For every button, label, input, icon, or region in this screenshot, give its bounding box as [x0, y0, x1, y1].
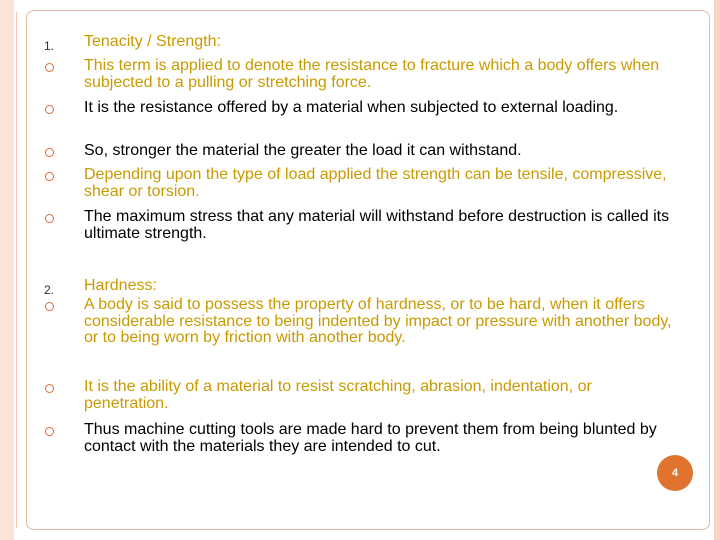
point-text: Thus machine cutting tools are made hard to prevent them from being blunted by contact with the materials they are intended to cut.: [84, 421, 657, 455]
bullet-icon: [45, 105, 54, 114]
left-decor-bar: [0, 0, 14, 540]
page-number-badge: 4: [657, 455, 693, 491]
point-text: Depending upon the type of load applied the strength can be tensile, compressive, shear or torsion.: [84, 166, 667, 200]
section-number: 1.: [44, 39, 55, 53]
bullet-icon: [45, 302, 54, 311]
left-decor-line: [16, 12, 17, 528]
right-decor-bar: [714, 0, 720, 540]
bullet-icon: [45, 427, 54, 436]
bullet-icon: [45, 63, 54, 72]
point-text: It is the ability of a material to resist scratching, abrasion, indentation, or penetration.: [84, 378, 592, 412]
bullet-icon: [45, 172, 54, 181]
point-text: So, stronger the material the greater the load it can withstand.: [84, 142, 522, 159]
section-title: Tenacity / Strength:: [84, 33, 221, 50]
point-text: It is the resistance offered by a material when subjected to external loading.: [84, 99, 619, 116]
point-text: This term is applied to denote the resistance to fracture which a body offers when subjected to a pulling or stretching force.: [84, 57, 660, 91]
point-text: The maximum stress that any material will withstand before destruction is called its ultimate strength.: [84, 208, 670, 242]
point-text: A body is said to possess the property of hardness, or to be hard, when it offers considerable resistance to being indented by impact or pressure with another body, or to being worn by friction with another body.: [84, 296, 672, 346]
section-number: 2.: [44, 283, 55, 297]
section-title: Hardness:: [84, 277, 157, 294]
bullet-icon: [45, 384, 54, 393]
bullet-icon: [45, 148, 54, 157]
bullet-icon: [45, 214, 54, 223]
